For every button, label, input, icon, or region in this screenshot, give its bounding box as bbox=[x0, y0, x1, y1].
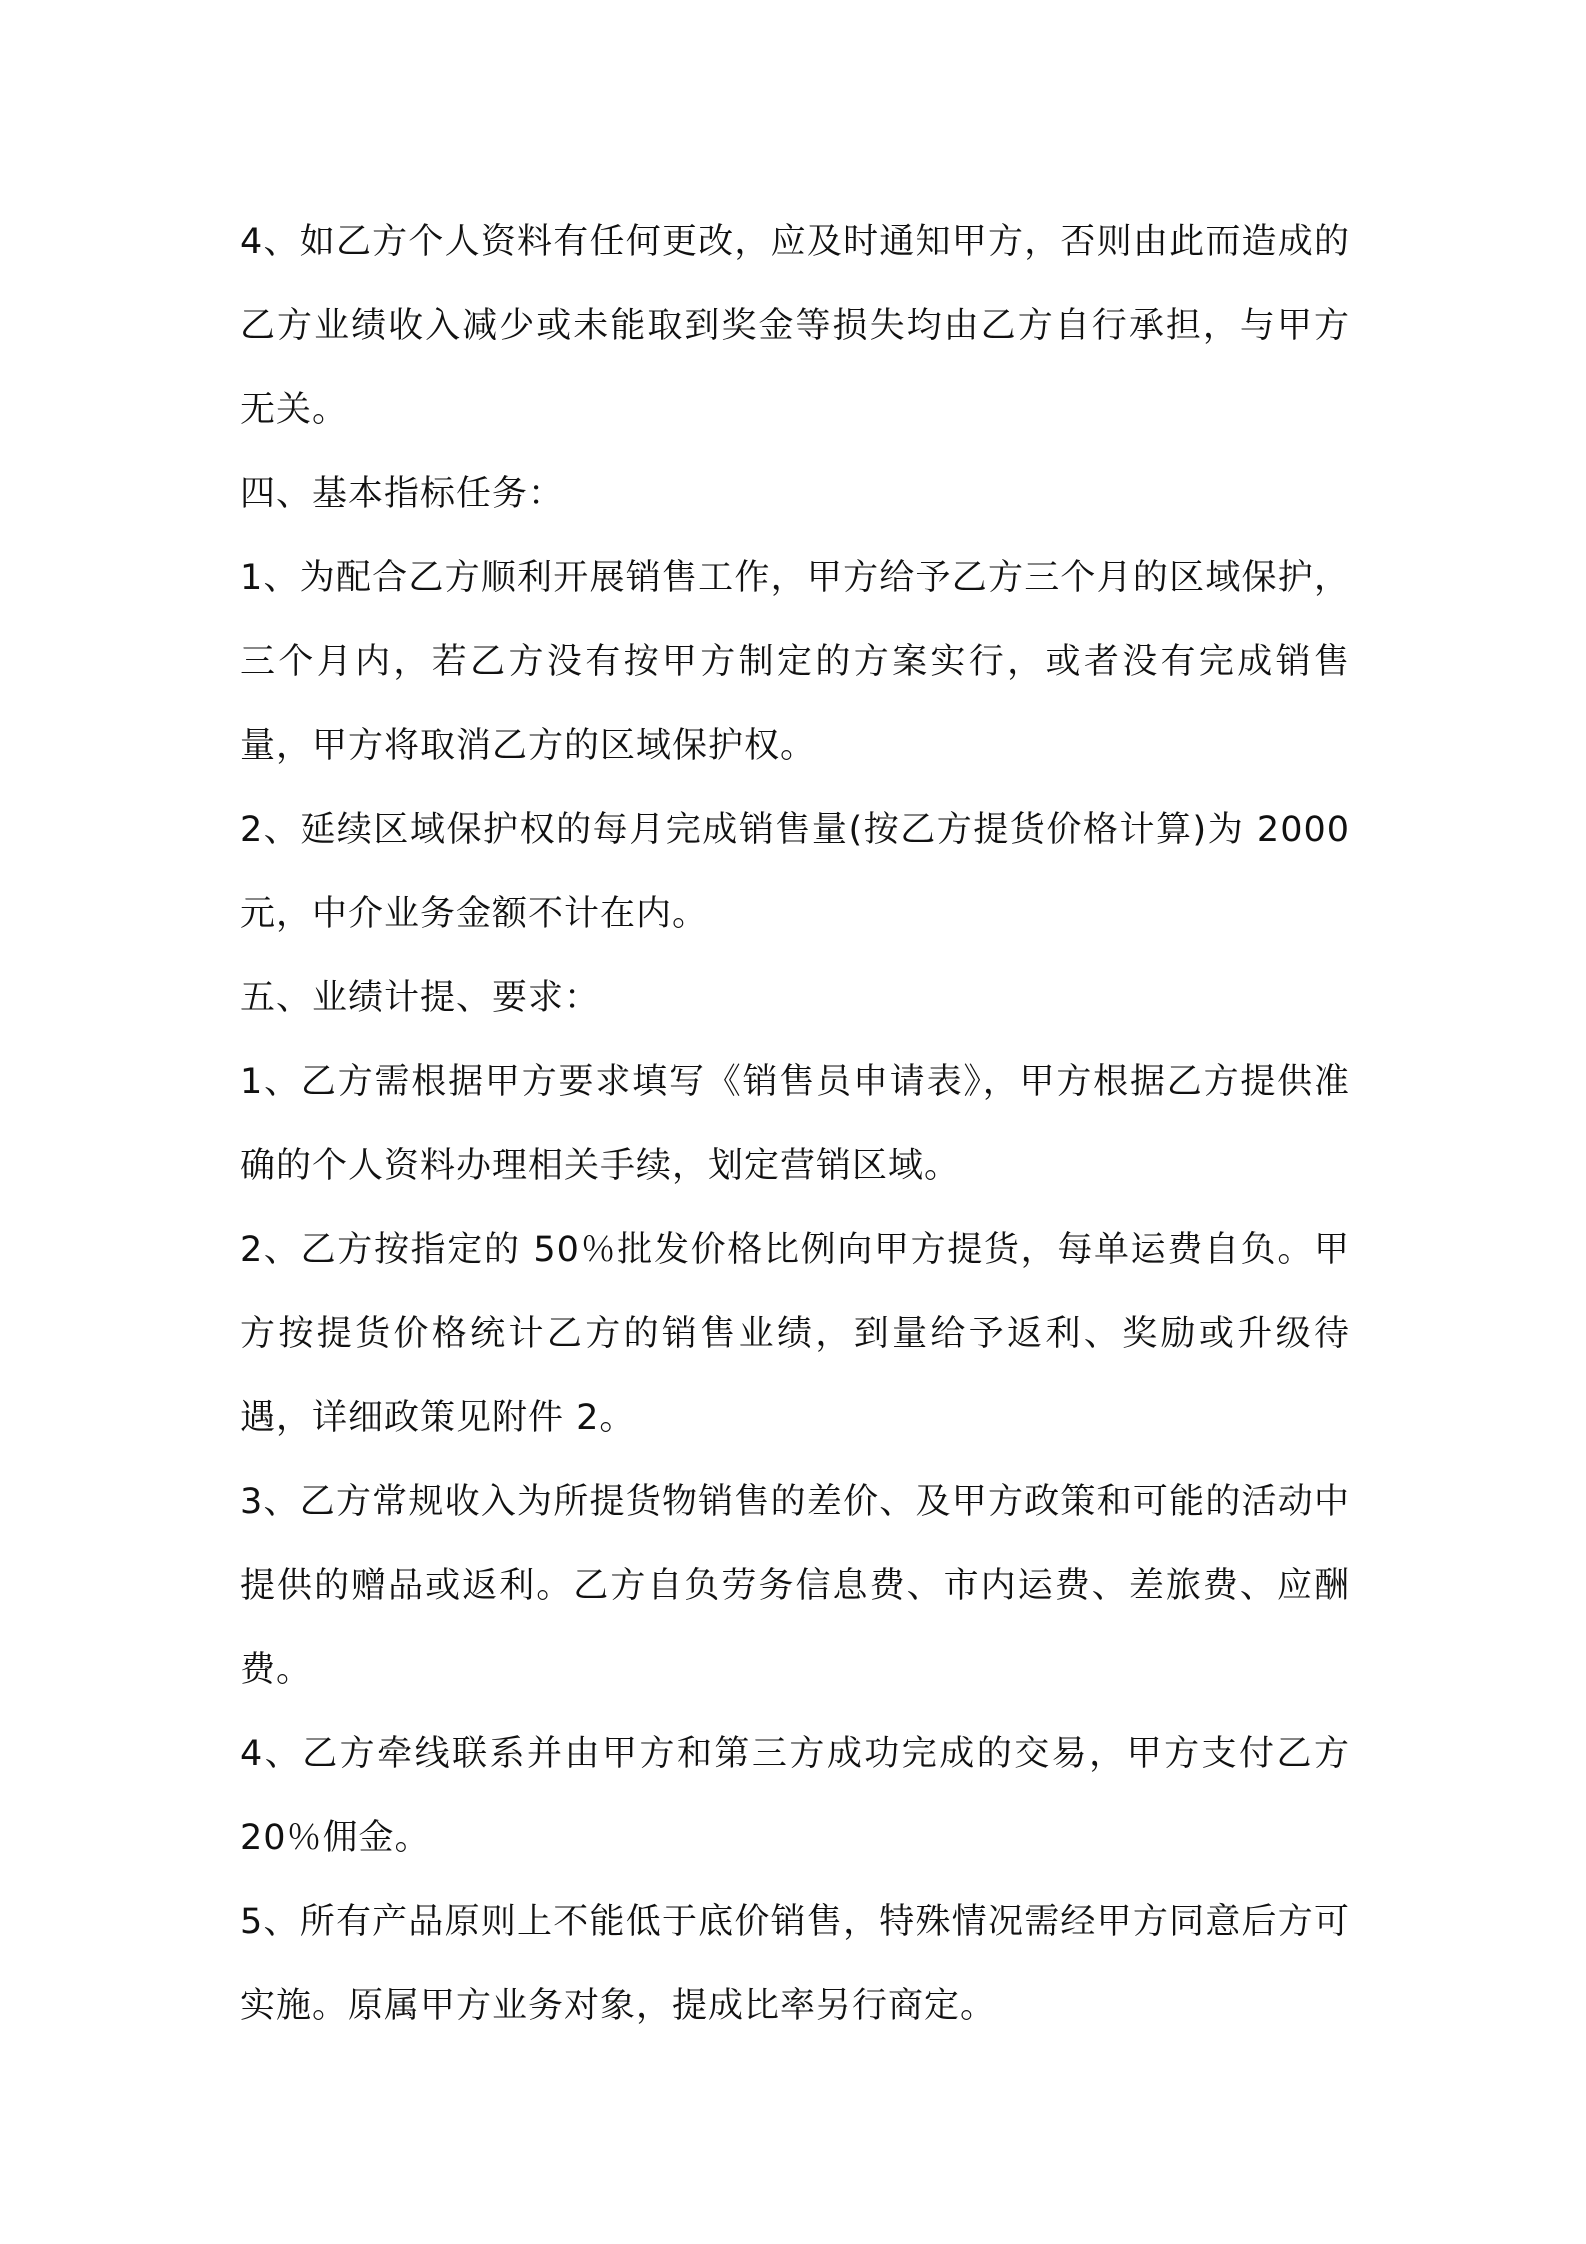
clause-3-regular-income: 3、乙方常规收入为所提货物销售的差价、及甲方政策和可能的活动中提供的赠品或返利。乙方自负劳务信息费、市内运费、差旅费、应酬费。 bbox=[240, 1482, 1350, 1690]
clause-5-floor-price: 5、所有产品原则上不能低于底价销售，特殊情况需经甲方同意后方可实施。原属甲方业务对象，提成比率另行商定。 bbox=[240, 1902, 1350, 2026]
clause-1-application-form: 1、乙方需根据甲方要求填写《销售员申请表》，甲方根据乙方提供准确的个人资料办理相关手续，划定营销区域。 bbox=[240, 1062, 1350, 1186]
clause-1-area-protection: 1、为配合乙方顺利开展销售工作，甲方给予乙方三个月的区域保护，三个月内，若乙方没有按甲方制定的方案实行，或者没有完成销售量，甲方将取消乙方的区域保护权。 bbox=[240, 558, 1350, 766]
clause-4-personal-info: 4、如乙方个人资料有任何更改，应及时通知甲方，否则由此而造成的乙方业绩收入减少或未能取到奖金等损失均由乙方自行承担，与甲方无关。 bbox=[240, 222, 1350, 430]
clause-2-wholesale-ratio: 2、乙方按指定的 50％批发价格比例向甲方提货，每单运费自负。甲方按提货价格统计乙方的销售业绩，到量给予返利、奖励或升级待遇，详细政策见附件 2。 bbox=[240, 1230, 1350, 1438]
section-heading-basic-targets: 四、基本指标任务： bbox=[240, 474, 565, 514]
document-body bbox=[240, 200, 1350, 2048]
clause-4-commission: 4、乙方牵线联系并由甲方和第三方成功完成的交易，甲方支付乙方20％佣金。 bbox=[240, 1734, 1350, 1858]
clause-2-monthly-sales: 2、延续区域保护权的每月完成销售量(按乙方提货价格计算)为 2000元，中介业务金额不计在内。 bbox=[240, 810, 1350, 934]
section-heading-performance: 五、业绩计提、要求： bbox=[240, 978, 601, 1018]
